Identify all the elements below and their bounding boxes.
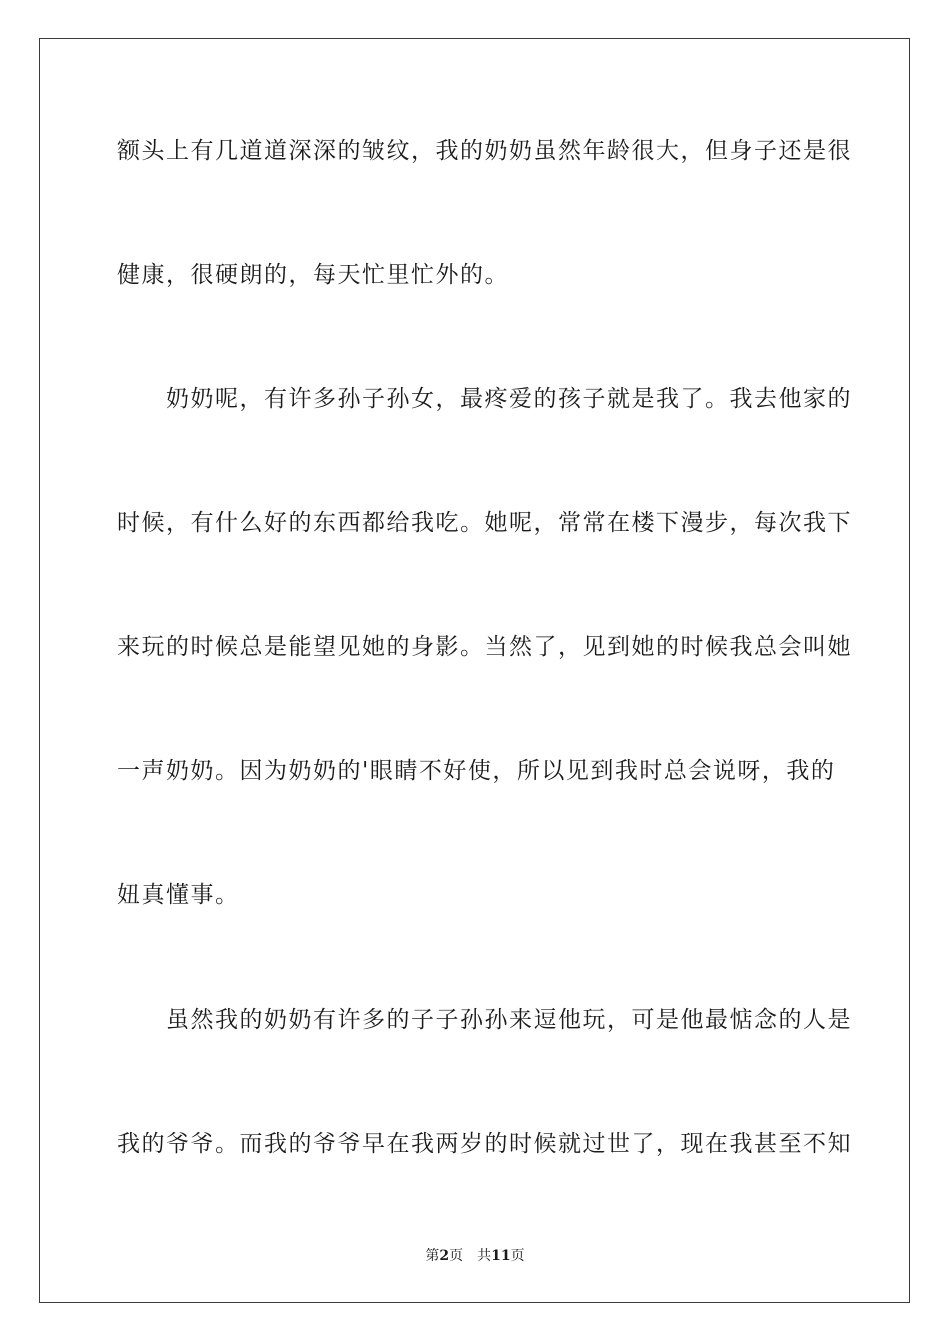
total-prefix: 共 xyxy=(477,1248,492,1264)
total-suffix: 页 xyxy=(510,1248,525,1264)
page-suffix: 页 xyxy=(449,1248,464,1264)
text-line-4: 时候，有什么好的东西都给我吃。她呢，常常在楼下漫步，每次我下 xyxy=(117,510,852,536)
text-line-1: 额头上有几道道深深的皱纹，我的奶奶虽然年龄很大，但身子还是很 xyxy=(117,138,852,164)
page-prefix: 第 xyxy=(425,1248,440,1264)
page-total: 11 xyxy=(491,1248,511,1264)
text-line-6: 一声奶奶。因为奶奶的'眼睛不好使，所以见到我时总会说呀，我的 xyxy=(117,758,836,784)
text-line-9: 我的爷爷。而我的爷爷早在我两岁的时候就过世了，现在我甚至不知 xyxy=(117,1131,852,1157)
page-footer xyxy=(0,1247,950,1265)
text-line-3: 奶奶呢，有许多孙子孙女，最疼爱的孩子就是我了。我去他家的 xyxy=(117,386,852,412)
text-line-5: 来玩的时候总是能望见她的身影。当然了，见到她的时候我总会叫她 xyxy=(117,634,852,660)
text-line-7: 妞真懂事。 xyxy=(117,882,240,908)
text-line-8: 虽然我的奶奶有许多的子子孙孙来逗他玩，可是他最惦念的人是 xyxy=(117,1007,852,1033)
page-current: 2 xyxy=(439,1248,450,1264)
page-border xyxy=(39,38,910,1303)
text-line-2: 健康，很硬朗的，每天忙里忙外的。 xyxy=(117,262,509,288)
